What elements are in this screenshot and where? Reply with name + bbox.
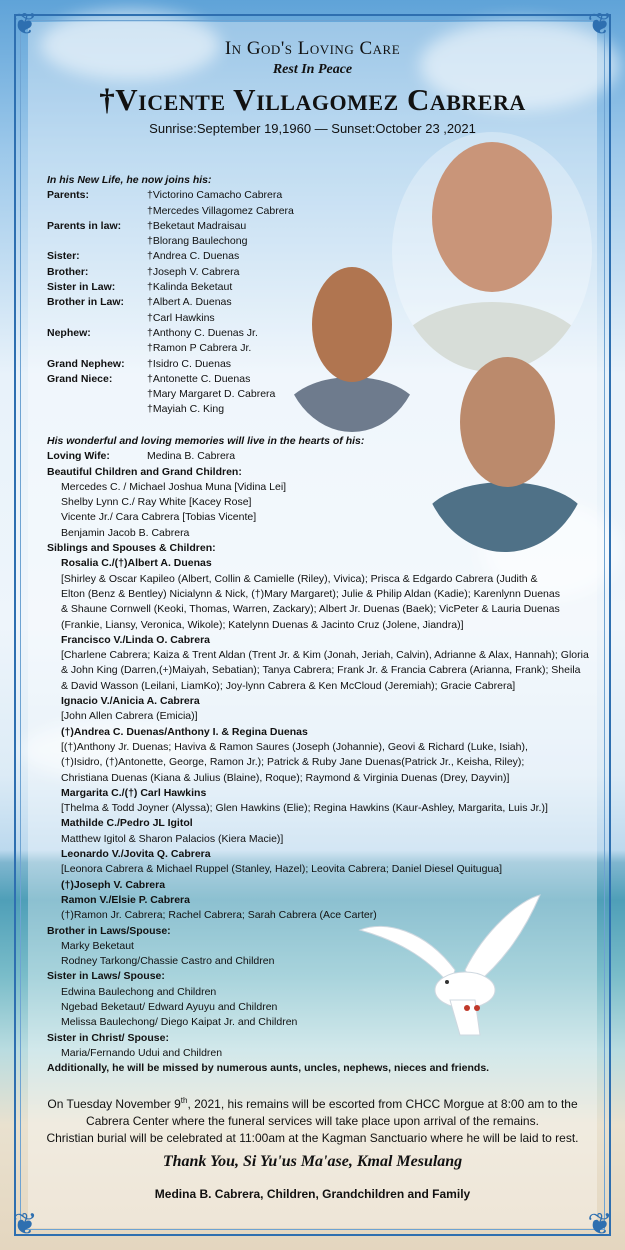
sibling-family: & John King (Darren,(+)Maiyah, Sebatian); Tanya Cabrera; Frank Jr. & Francia Cabrera (Arianna, Frank); Sheila (61, 664, 581, 677)
flourish-corner-icon: ❦ (587, 8, 613, 41)
rest-in-peace: Rest In Peace (272, 62, 353, 77)
list-item: †Mayiah C. King (147, 403, 225, 416)
joins-section (47, 173, 347, 418)
services-line: Christian burial will be celebrated at 11:00am at the Kagman Sanctuario where he will be laid to rest. (46, 1131, 579, 1145)
sibling-family: [(†)Anthony Jr. Duenas; Haviva & Ramon Saures (Joseph (Johannie), Geovi & Richard (Luke, Isiah), (61, 740, 528, 753)
list-item: Vicente Jr./ Cara Cabrera [Tobias Vicente] (61, 511, 257, 524)
thank-you-line: Thank You, Si Yu'us Ma'ase, Kmal Mesulang (162, 1153, 463, 1170)
list-item: Parents in law: †Beketaut Madraisau (47, 219, 247, 232)
sibling-name: Ignacio V./Anicia A. Cabrera (61, 695, 200, 708)
list-item: Nephew: †Anthony C. Duenas Jr. (47, 326, 258, 339)
list-item: Maria/Fernando Udui and Children (61, 1046, 223, 1059)
life-dates: Sunrise:September 19,1960 — Sunset:October 23 ,2021 (149, 121, 476, 136)
list-item: Benjamin Jacob B. Cabrera (61, 526, 190, 539)
sibling-name: (†)Joseph V. Cabrera (61, 878, 166, 891)
list-item: Brother: †Joseph V. Cabrera (47, 265, 240, 278)
list-item: Loving Wife: Medina B. Cabrera (47, 450, 236, 463)
list-item: †Mercedes Villagomez Cabrera (147, 204, 294, 217)
services-info (30, 1092, 595, 1147)
list-item: Brother in Law: †Albert A. Duenas (47, 296, 232, 309)
list-item: Rodney Tarkong/Chassie Castro and Children (61, 955, 275, 968)
sibling-name: Mathilde C./Pedro JL Igitol (61, 817, 193, 830)
list-item: Sister: †Andrea C. Duenas (47, 250, 240, 263)
children-label: Beautiful Children and Grand Children: (47, 465, 242, 478)
sibling-name: Rosalia C./(†)Albert A. Duenas (61, 557, 212, 570)
flourish-corner-icon: ❦ (12, 1208, 38, 1241)
joins-intro: In his New Life, he now joins his: (47, 174, 212, 186)
list-item: Mercedes C. / Michael Joshua Muna [Vidina Lei] (61, 480, 287, 493)
sil-label: Sister in Laws/ Spouse: (47, 970, 165, 983)
sibling-name: Leonardo V./Jovita Q. Cabrera (61, 848, 211, 861)
flourish-corner-icon: ❦ (587, 1208, 613, 1241)
services-line: On Tuesday November 9th, 2021, his remains will be escorted from CHCC Morgue at 8:00 am to the (47, 1096, 578, 1111)
sic-label: Sister in Christ/ Spouse: (47, 1031, 169, 1044)
sibling-name: Margarita C./(†) Carl Hawkins (61, 786, 207, 799)
sibling-family: [Thelma & Todd Joyner (Alyssa); Glen Hawkins (Elie); Regina Hawkins (Kaur-Ashley, Margarita, Luis Jr.)] (61, 802, 548, 815)
sibling-name: Ramon V./Elsie P. Cabrera (61, 893, 190, 906)
sibling-family: Matthew Igitol & Sharon Palacios (Kiera Macie)] (61, 832, 284, 845)
sibling-family: Elton (Benz & Bentley) Nicialynn & Nick, (†)Mary Margaret); Julie & Philip Aldan (Kadie); Karenlynn Duenas (61, 587, 560, 600)
bil-label: Brother in Laws/Spouse: (47, 924, 171, 937)
deceased-name: †Vicente Villagomez Cabrera (99, 82, 526, 117)
sibling-family: Christiana Duenas (Kiana & Julius (Blaine), Roque); Raymond & Virginia Duenas (Drey, Dayvin)] (61, 771, 510, 784)
family-signature: Medina B. Cabrera, Children, Grandchildren and Family (154, 1187, 471, 1201)
list-item: †Ramon P Cabrera Jr. (147, 342, 252, 355)
memories-intro: His wonderful and loving memories will live in the hearts of his: (47, 435, 365, 447)
list-item: †Mary Margaret D. Cabrera (147, 388, 276, 401)
list-item: Ngebad Beketaut/ Edward Ayuyu and Children (61, 1000, 278, 1013)
services-line: Cabrera Center where the funeral services will take place upon arrival of the remains. (86, 1114, 539, 1128)
sibling-family: [Charlene Cabrera; Kaiza & Trent Aldan (Trent Jr. & Kim (Jonah, Jeriah, Calvin), Adrianne & Alax, Hannah); Gloria (61, 649, 589, 662)
list-item: Melissa Baulechong/ Diego Kaipat Jr. and Children (61, 1016, 298, 1029)
list-item: Shelby Lynn C./ Ray White [Kacey Rose] (61, 496, 252, 509)
list-item: Grand Nephew: †Isidro C. Duenas (47, 357, 232, 370)
list-item: †Blorang Baulechong (147, 235, 248, 248)
sibling-family: (Frankie, Liansy, Veronica, Wikole); Katelynn Duenas & Jacinto Cruz (Jolene, Jiandra)] (61, 618, 464, 631)
siblings-label: Siblings and Spouses & Children: (47, 542, 216, 555)
additionally-text: Additionally, he will be missed by numerous aunts, uncles, nephews, nieces and friends. (47, 1062, 490, 1075)
list-item: Parents: †Victorino Camacho Cabrera (47, 189, 283, 202)
sibling-family: [Leonora Cabrera & Michael Ruppel (Stanley, Hazel); Leovita Cabrera; Daniel Diesel Quitugua] (61, 863, 503, 876)
list-item: Grand Niece: †Antonette C. Duenas (47, 372, 251, 385)
flourish-corner-icon: ❦ (12, 8, 38, 41)
sibling-family: & David Wasson (Leilani, LiamKo); Joy-lynn Cabrera & Ken McCloud (Jeremiah); Gracie Cabrera] (61, 679, 516, 692)
header-line: In God's Loving Care (224, 38, 401, 59)
sibling-family: [Shirley & Oscar Kapileo (Albert, Collin & Camielle (Riley), Vivica); Prisca & Edgardo Cabrera (Judith & (61, 572, 538, 585)
list-item: Sister in Law: †Kalinda Beketaut (47, 281, 233, 294)
sibling-family: [John Allen Cabrera (Emicia)] (61, 710, 198, 723)
memories-section (47, 434, 592, 1076)
list-item: †Carl Hawkins (147, 311, 215, 324)
list-item: Edwina Baulechong and Children (61, 985, 217, 998)
sibling-family: (†)Isidro, (†)Antonette, George, Ramon Jr.); Patrick & Ruby Jane Duenas(Patrick Jr., Keisha, Riley); (61, 756, 525, 769)
list-item: Marky Beketaut (61, 939, 134, 952)
sibling-name: Francisco V./Linda O. Cabrera (61, 633, 210, 646)
sibling-family: (†)Ramon Jr. Cabrera; Rachel Cabrera; Sarah Cabrera (Ace Carter) (61, 909, 377, 922)
sibling-name: (†)Andrea C. Duenas/Anthony I. & Regina Duenas (61, 725, 308, 738)
sibling-family: & Shaune Cornwell (Keoki, Thomas, Warren, Zackary); Albert Jr. Duenas (Baek); VicPeter & Lauria Duenas (61, 603, 560, 616)
